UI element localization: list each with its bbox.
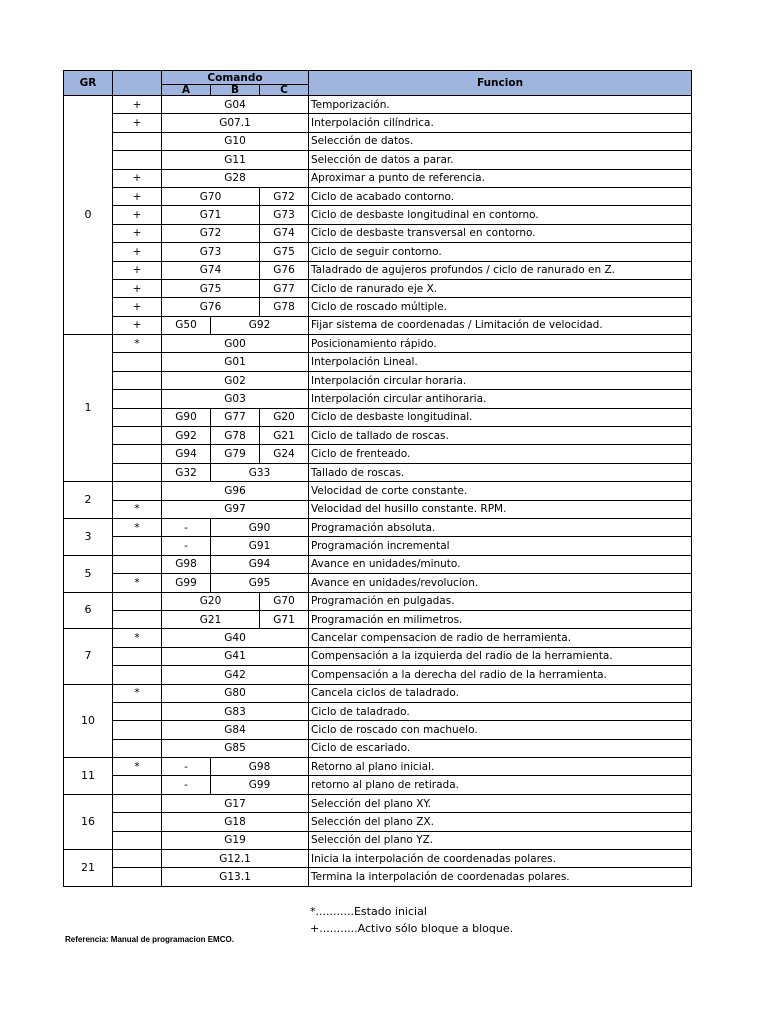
group-cell: 21 [64, 850, 113, 887]
command-cell-b: G77 [211, 408, 260, 426]
function-cell: Programación en pulgadas. [309, 592, 692, 610]
command-cell: G80 [162, 684, 309, 702]
header-funcion: Funcion [309, 71, 692, 96]
command-cell-ab: G71 [162, 206, 260, 224]
command-cell: G02 [162, 371, 309, 389]
command-cell: G12.1 [162, 850, 309, 868]
command-cell-c: G73 [260, 206, 309, 224]
table-row [64, 850, 692, 868]
group-cell: 3 [64, 518, 113, 555]
command-cell-ab: G72 [162, 224, 260, 242]
state-cell [113, 610, 162, 628]
function-cell: Selección del plano XY. [309, 794, 692, 812]
function-cell: Ciclo de acabado contorno. [309, 187, 692, 205]
state-cell [113, 555, 162, 573]
command-cell-bc: G99 [211, 776, 309, 794]
table-row [64, 316, 692, 334]
table-body [64, 96, 692, 887]
table-row [64, 482, 692, 500]
command-cell: G85 [162, 739, 309, 757]
command-cell-bc: G90 [211, 518, 309, 536]
function-cell: Velocidad del husillo constante. RPM. [309, 500, 692, 518]
table-row [64, 335, 692, 353]
table-row [64, 537, 692, 555]
command-cell-a: G90 [162, 408, 211, 426]
table-row [64, 813, 692, 831]
state-cell [113, 794, 162, 812]
group-cell: 7 [64, 629, 113, 684]
table-row [64, 758, 692, 776]
state-cell: * [113, 574, 162, 592]
group-cell: 1 [64, 335, 113, 482]
state-cell [113, 592, 162, 610]
table-row [64, 721, 692, 739]
state-cell: + [113, 224, 162, 242]
command-cell-bc: G91 [211, 537, 309, 555]
command-cell-ab: G73 [162, 243, 260, 261]
function-cell: Ciclo de tallado de roscas. [309, 427, 692, 445]
function-cell: Ciclo de roscado con machuelo. [309, 721, 692, 739]
command-cell: G96 [162, 482, 309, 500]
group-cell: 16 [64, 794, 113, 849]
table-header-row [64, 71, 692, 85]
group-cell: 6 [64, 592, 113, 629]
function-cell: Selección de datos. [309, 132, 692, 150]
table-row [64, 187, 692, 205]
command-cell: G11 [162, 151, 309, 169]
command-cell: G97 [162, 500, 309, 518]
state-cell [113, 371, 162, 389]
table-row [64, 427, 692, 445]
command-cell-bc: G95 [211, 574, 309, 592]
command-cell-a: G99 [162, 574, 211, 592]
command-cell: G40 [162, 629, 309, 647]
header-comando: Comando [162, 71, 309, 85]
function-cell: Programación incremental [309, 537, 692, 555]
state-cell: * [113, 335, 162, 353]
function-cell: Ciclo de ranurado eje X. [309, 279, 692, 297]
table-row [64, 610, 692, 628]
command-cell-a: - [162, 758, 211, 776]
note-initial-state: *...........Estado inicial [310, 905, 427, 918]
state-cell [113, 721, 162, 739]
function-cell: Ciclo de desbaste transversal en contorno. [309, 224, 692, 242]
state-cell [113, 850, 162, 868]
function-cell: Velocidad de corte constante. [309, 482, 692, 500]
function-cell: Ciclo de taladrado. [309, 702, 692, 720]
command-cell-c: G75 [260, 243, 309, 261]
table-row [64, 132, 692, 150]
command-cell-ab: G20 [162, 592, 260, 610]
table-row [64, 353, 692, 371]
command-cell-a: G98 [162, 555, 211, 573]
function-cell: Programación absoluta. [309, 518, 692, 536]
command-cell: G10 [162, 132, 309, 150]
table-row [64, 390, 692, 408]
table-row [64, 279, 692, 297]
function-cell: Ciclo de frenteado. [309, 445, 692, 463]
table-row [64, 371, 692, 389]
group-cell: 0 [64, 96, 113, 335]
state-cell: * [113, 500, 162, 518]
command-cell-a: G92 [162, 427, 211, 445]
state-cell: * [113, 518, 162, 536]
command-cell: G28 [162, 169, 309, 187]
command-cell-bc: G94 [211, 555, 309, 573]
group-cell: 10 [64, 684, 113, 758]
command-cell-a: - [162, 537, 211, 555]
state-cell [113, 353, 162, 371]
command-cell-c: G71 [260, 610, 309, 628]
command-cell-c: G77 [260, 279, 309, 297]
state-cell [113, 666, 162, 684]
state-cell: + [113, 96, 162, 114]
gcode-table [63, 70, 692, 887]
header-gr: GR [64, 71, 113, 96]
command-cell: G07.1 [162, 114, 309, 132]
state-cell: * [113, 684, 162, 702]
table-row [64, 868, 692, 886]
state-cell: + [113, 206, 162, 224]
state-cell [113, 427, 162, 445]
table-row [64, 169, 692, 187]
command-cell: G17 [162, 794, 309, 812]
function-cell: Aproximar a punto de referencia. [309, 169, 692, 187]
table-row [64, 702, 692, 720]
command-cell: G03 [162, 390, 309, 408]
state-cell [113, 813, 162, 831]
command-cell: G18 [162, 813, 309, 831]
table-row [64, 684, 692, 702]
function-cell: Interpolación cilíndrica. [309, 114, 692, 132]
command-cell-ab: G70 [162, 187, 260, 205]
command-cell-a: G50 [162, 316, 211, 334]
function-cell: Compensación a la izquierda del radio de la herramienta. [309, 647, 692, 665]
state-cell: + [113, 243, 162, 261]
function-cell: Cancela ciclos de taladrado. [309, 684, 692, 702]
table-row [64, 206, 692, 224]
state-cell [113, 868, 162, 886]
function-cell: Ciclo de seguir contorno. [309, 243, 692, 261]
command-cell-a: G94 [162, 445, 211, 463]
command-cell: G01 [162, 353, 309, 371]
table-row [64, 243, 692, 261]
function-cell: Taladrado de agujeros profundos / ciclo de ranurado en Z. [309, 261, 692, 279]
command-cell-a: - [162, 776, 211, 794]
command-cell-c: G21 [260, 427, 309, 445]
state-cell: + [113, 298, 162, 316]
command-cell-c: G78 [260, 298, 309, 316]
table-row [64, 739, 692, 757]
state-cell: + [113, 279, 162, 297]
function-cell: Interpolación circular horaria. [309, 371, 692, 389]
function-cell: Cancelar compensacion de radio de herramienta. [309, 629, 692, 647]
table-row [64, 776, 692, 794]
state-cell [113, 390, 162, 408]
state-cell: + [113, 187, 162, 205]
function-cell: Retorno al plano inicial. [309, 758, 692, 776]
state-cell [113, 739, 162, 757]
table-row [64, 500, 692, 518]
state-cell [113, 702, 162, 720]
command-cell-ab: G74 [162, 261, 260, 279]
command-cell-c: G76 [260, 261, 309, 279]
function-cell: Selección del plano YZ. [309, 831, 692, 849]
header-col-c: C [260, 85, 309, 96]
function-cell: Posicionamiento rápido. [309, 335, 692, 353]
function-cell: Ciclo de desbaste longitudinal. [309, 408, 692, 426]
state-cell [113, 132, 162, 150]
command-cell-c: G72 [260, 187, 309, 205]
command-cell: G84 [162, 721, 309, 739]
table-row [64, 518, 692, 536]
command-cell: G83 [162, 702, 309, 720]
state-cell [113, 776, 162, 794]
group-cell: 5 [64, 555, 113, 592]
command-cell-bc: G98 [211, 758, 309, 776]
command-cell-c: G70 [260, 592, 309, 610]
table-row [64, 96, 692, 114]
table-row [64, 261, 692, 279]
table-row [64, 831, 692, 849]
state-cell: * [113, 758, 162, 776]
table-row [64, 151, 692, 169]
state-cell [113, 647, 162, 665]
function-cell: Tallado de roscas. [309, 463, 692, 481]
table-row [64, 629, 692, 647]
command-cell-a: G32 [162, 463, 211, 481]
header-state [113, 71, 162, 96]
command-cell-b: G79 [211, 445, 260, 463]
command-cell-ab: G76 [162, 298, 260, 316]
command-cell-bc: G33 [211, 463, 309, 481]
function-cell: Compensación a la derecha del radio de la herramienta. [309, 666, 692, 684]
table-row [64, 794, 692, 812]
function-cell: Inicia la interpolación de coordenadas polares. [309, 850, 692, 868]
function-cell: retorno al plano de retirada. [309, 776, 692, 794]
note-block-active: +...........Activo sólo bloque a bloque. [310, 922, 514, 935]
table-row [64, 408, 692, 426]
command-cell: G13.1 [162, 868, 309, 886]
function-cell: Fijar sistema de coordenadas / Limitación de velocidad. [309, 316, 692, 334]
legend-notes [310, 903, 513, 937]
command-cell: G41 [162, 647, 309, 665]
function-cell: Interpolación circular antihoraria. [309, 390, 692, 408]
command-cell-c: G20 [260, 408, 309, 426]
group-cell: 2 [64, 482, 113, 519]
command-cell-ab: G21 [162, 610, 260, 628]
function-cell: Programación en milimetros. [309, 610, 692, 628]
command-cell: G42 [162, 666, 309, 684]
state-cell [113, 151, 162, 169]
table-row [64, 463, 692, 481]
command-cell-c: G24 [260, 445, 309, 463]
group-cell: 11 [64, 758, 113, 795]
function-cell: Termina la interpolación de coordenadas polares. [309, 868, 692, 886]
function-cell: Selección del plano ZX. [309, 813, 692, 831]
table-row [64, 555, 692, 573]
command-cell: G19 [162, 831, 309, 849]
command-cell-bc: G92 [211, 316, 309, 334]
state-cell [113, 408, 162, 426]
function-cell: Interpolación Lineal. [309, 353, 692, 371]
state-cell: + [113, 316, 162, 334]
command-cell-b: G78 [211, 427, 260, 445]
state-cell [113, 831, 162, 849]
state-cell [113, 445, 162, 463]
function-cell: Avance en unidades/minuto. [309, 555, 692, 573]
reference-note: Referencia: Manual de programacion EMCO. [65, 935, 234, 944]
state-cell [113, 463, 162, 481]
command-cell: G00 [162, 335, 309, 353]
command-cell-c: G74 [260, 224, 309, 242]
table-row [64, 114, 692, 132]
table-row [64, 592, 692, 610]
header-col-a: A [162, 85, 211, 96]
function-cell: Temporización. [309, 96, 692, 114]
function-cell: Ciclo de roscado múltiple. [309, 298, 692, 316]
state-cell [113, 482, 162, 500]
state-cell: + [113, 261, 162, 279]
command-cell-a: - [162, 518, 211, 536]
command-cell: G04 [162, 96, 309, 114]
table-row [64, 666, 692, 684]
table-row [64, 445, 692, 463]
state-cell: * [113, 629, 162, 647]
table-row [64, 224, 692, 242]
table-row [64, 647, 692, 665]
function-cell: Selección de datos a parar. [309, 151, 692, 169]
state-cell: + [113, 114, 162, 132]
function-cell: Avance en unidades/revolucion. [309, 574, 692, 592]
state-cell: + [113, 169, 162, 187]
table-row [64, 298, 692, 316]
state-cell [113, 537, 162, 555]
function-cell: Ciclo de escariado. [309, 739, 692, 757]
header-col-b: B [211, 85, 260, 96]
command-cell-ab: G75 [162, 279, 260, 297]
table-row [64, 574, 692, 592]
function-cell: Ciclo de desbaste longitudinal en contorno. [309, 206, 692, 224]
